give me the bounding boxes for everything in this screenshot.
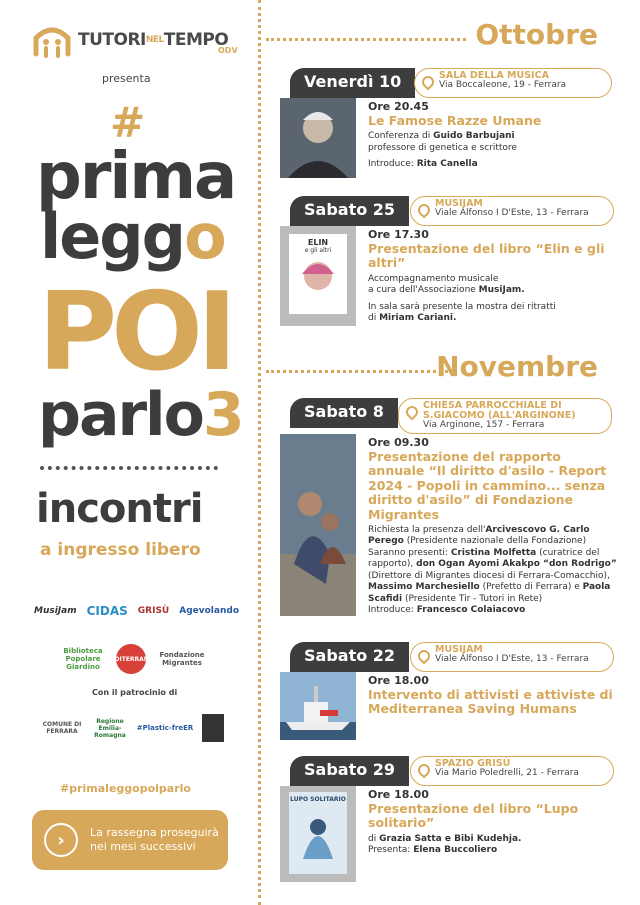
book-title: ELIN — [307, 238, 329, 247]
event-time: Ore 17.30 — [368, 228, 429, 241]
event-day: Sabato 25 — [290, 196, 409, 226]
ship-photo — [280, 672, 356, 740]
chevron-right-icon: › — [44, 823, 78, 857]
event-time: Ore 18.00 — [368, 674, 429, 687]
continues-text: La rassegna proseguirà nei mesi successivi — [90, 826, 219, 853]
event-location — [410, 196, 614, 226]
event-location — [410, 756, 614, 786]
partner-logo: Fondazione Migrantes — [159, 651, 205, 667]
event-card — [280, 642, 620, 742]
location-pin-icon — [420, 74, 437, 91]
event-day: Sabato 22 — [290, 642, 409, 672]
partners-row-3 — [40, 714, 224, 742]
patrocinio-label: Con il patrocinio di — [92, 688, 178, 697]
event-location — [398, 398, 612, 434]
month-october: Ottobre — [475, 18, 598, 51]
location-name: MUSIJAM — [435, 198, 483, 209]
event-day: Sabato 8 — [290, 398, 398, 428]
event-day: Venerdì 10 — [290, 68, 415, 98]
book-title: LUPO SOLITARIO — [290, 796, 346, 803]
month-dots-october — [266, 38, 466, 41]
event-body — [368, 436, 620, 617]
event-body — [368, 100, 620, 171]
org-name: TUTORINELTEMPO — [78, 30, 229, 50]
incontri-label: incontri — [36, 486, 203, 532]
title-poi: POI — [38, 270, 232, 395]
book-cover — [280, 226, 356, 326]
location-pin-icon — [416, 202, 433, 219]
event-time: Ore 20.45 — [368, 100, 429, 113]
location-name: CHIESA PARROCCHIALE DI S.GIACOMO (ALL'ARGINONE) — [423, 400, 576, 421]
left-column — [0, 0, 258, 905]
location-address: Via Boccaleone, 19 - Ferrara — [439, 79, 567, 90]
partner-logo: MEDITERRANEA — [116, 644, 146, 674]
title-prima: prima — [36, 140, 236, 214]
speaker-photo — [280, 98, 356, 178]
location-pin-icon — [404, 404, 421, 421]
location-name: SALA DELLA MUSICA — [439, 70, 549, 81]
location-name: SPAZIO GRISÙ — [435, 758, 511, 769]
event-description: di Grazia Satta e Bibi Kudehja. Presenta: Elena Buccoliero — [368, 833, 522, 856]
partners-row-1 — [34, 604, 239, 618]
title-parlo: parlo3 — [38, 380, 243, 450]
column-separator — [258, 0, 261, 905]
partners-row-2 — [58, 644, 218, 674]
location-name: MUSIJAM — [435, 644, 483, 655]
event-card — [280, 196, 620, 346]
title-hash: # — [110, 98, 146, 147]
event-description: Accompagnamento musicale a cura dell'Associazione MusiJam. In sala sarà presente la mostra dei ritratti di Miriam Cariani. — [368, 273, 556, 324]
location-pin-icon — [416, 648, 433, 665]
event-photo — [280, 434, 356, 616]
event-day: Sabato 29 — [290, 756, 409, 786]
event-body — [368, 674, 620, 720]
event-title: Presentazione del rapporto annuale “Il diritto d'asilo - Report 2024 - Popoli in cammino... senza diritto d'asilo” di Fondazione Migrantes — [368, 449, 607, 522]
location-address: Viale Alfonso I D'Este, 13 - Ferrara — [435, 207, 589, 218]
partner-logo: #Plastic-freER — [136, 724, 194, 732]
hashtag: #primaleggopoiparlo — [60, 782, 191, 795]
divider-dots — [40, 466, 218, 470]
presenta-label: presenta — [102, 72, 151, 85]
tutori-logo-icon — [32, 24, 72, 60]
location-address: Via Mario Poledrelli, 21 - Ferrara — [435, 767, 579, 778]
event-card — [280, 398, 620, 630]
org-odv: ODV — [218, 46, 238, 55]
partner-logo: Regione Emilia-Romagna — [94, 717, 126, 739]
event-time: Ore 18.00 — [368, 788, 429, 801]
org-logo — [32, 24, 238, 68]
event-body — [368, 788, 620, 857]
event-title: Le Famose Razze Umane — [368, 113, 542, 128]
event-title: Presentazione del libro “Elin e gli altri” — [368, 241, 605, 271]
event-card — [280, 756, 620, 886]
title-leggo: leggo — [40, 200, 225, 273]
continues-banner[interactable] — [32, 810, 228, 870]
month-november: Novembre — [436, 350, 598, 383]
partner-logo: GRISÙ — [137, 606, 170, 616]
book-subtitle: e gli altri — [304, 247, 332, 254]
ingresso-label: a ingresso libero — [40, 540, 201, 560]
location-address: Via Arginone, 157 - Ferrara — [423, 419, 545, 430]
location-address: Viale Alfonso I D'Este, 13 - Ferrara — [435, 653, 589, 664]
event-title: Presentazione del libro “Lupo solitario” — [368, 801, 579, 831]
partner-logo: CIDAS — [86, 604, 128, 618]
book-cover — [280, 786, 356, 882]
partner-logo: Agevolando — [179, 606, 240, 616]
event-time: Ore 09.30 — [368, 436, 429, 449]
event-location — [414, 68, 612, 98]
event-body — [368, 228, 620, 325]
event-card — [280, 68, 620, 188]
partner-logo: Biblioteca Popolare Giardino — [63, 647, 103, 671]
event-location — [410, 642, 614, 672]
partner-logo: COMUNE DI FERRARA — [42, 721, 82, 735]
event-description: Richiesta la presenza dell'Arcivescovo G. Carlo Perego (Presidente nazionale della Fondazione) Saranno presenti: Cristina Molfetta (curatrice del rapporto), don Ogan Ayomi Akakpo “don Rodrigo” (Direttore di Migrantes diocesi di Ferrara-Comacchio), Massimo Marchesiello (Prefetto di Ferrara) e Paola Scafidi (Presidente Tir - Tutori in Rete) Introduce: Francesco Colaiacovo — [368, 524, 617, 616]
event-title: Intervento di attivisti e attiviste di Mediterranea Saving Humans — [368, 687, 613, 717]
month-dots-november — [266, 370, 448, 373]
partner-logo: MusiJam — [34, 606, 77, 616]
location-pin-icon — [416, 762, 433, 779]
event-description: Conferenza di Guido Barbujani professore di genetica e scrittore Introduce: Rita Canella — [368, 131, 517, 170]
partner-logo-dark — [202, 714, 224, 742]
